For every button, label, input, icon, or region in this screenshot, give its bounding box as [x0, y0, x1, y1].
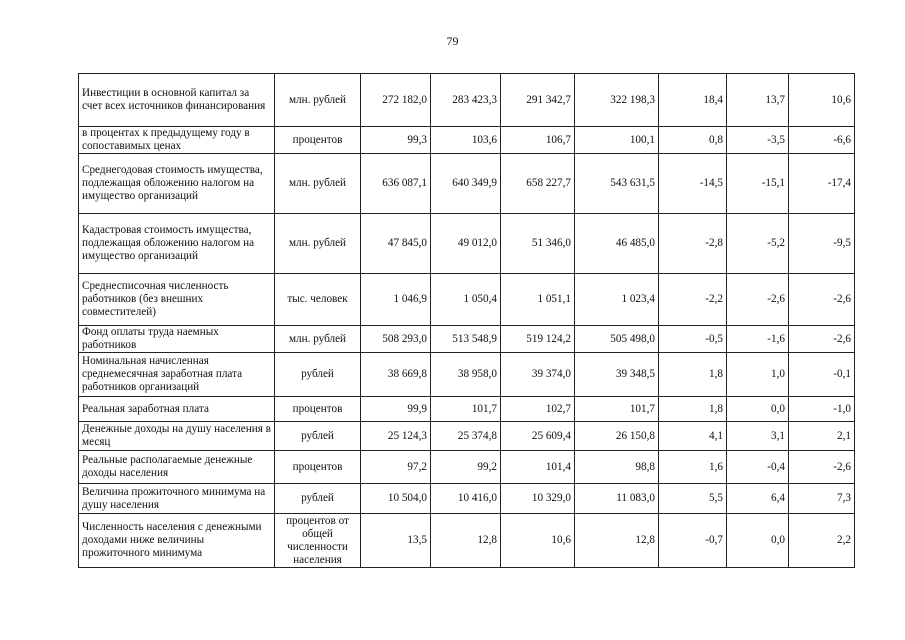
unit-cell: млн. рублей	[275, 214, 361, 274]
table-row	[79, 422, 855, 451]
table-row	[79, 451, 855, 484]
value-cell: 1 051,1	[501, 274, 575, 326]
value-cell: 46 485,0	[575, 214, 659, 274]
value-cell: 1,8	[659, 397, 727, 422]
value-cell: 3,1	[727, 422, 789, 451]
value-cell: 18,4	[659, 74, 727, 127]
table-row	[79, 274, 855, 326]
value-cell: 13,7	[727, 74, 789, 127]
indicator-cell: Номинальная начисленная среднемесячная заработная плата работников организаций	[79, 353, 275, 397]
value-cell: 6,4	[727, 484, 789, 514]
value-cell: 1 050,4	[431, 274, 501, 326]
value-cell: 1,8	[659, 353, 727, 397]
unit-cell: процентов от общей численности населения	[275, 514, 361, 568]
value-cell: 0,0	[727, 514, 789, 568]
value-cell: 0,0	[727, 397, 789, 422]
indicator-cell: Реальная заработная плата	[79, 397, 275, 422]
value-cell: -1,6	[727, 326, 789, 353]
value-cell: -0,5	[659, 326, 727, 353]
indicator-cell: Численность населения с денежными доходами ниже величины прожиточного минимума	[79, 514, 275, 568]
value-cell: 1 023,4	[575, 274, 659, 326]
value-cell: 636 087,1	[361, 154, 431, 214]
value-cell: 10 329,0	[501, 484, 575, 514]
indicator-cell: Среднесписочная численность работников (без внешних совместителей)	[79, 274, 275, 326]
unit-cell: процентов	[275, 127, 361, 154]
unit-cell: рублей	[275, 353, 361, 397]
value-cell: -2,6	[789, 326, 855, 353]
value-cell: 98,8	[575, 451, 659, 484]
value-cell: 2,2	[789, 514, 855, 568]
unit-cell: рублей	[275, 484, 361, 514]
value-cell: -3,5	[727, 127, 789, 154]
indicator-cell: Фонд оплаты труда наемных работников	[79, 326, 275, 353]
value-cell: 658 227,7	[501, 154, 575, 214]
value-cell: 25 609,4	[501, 422, 575, 451]
value-cell: -5,2	[727, 214, 789, 274]
value-cell: 38 958,0	[431, 353, 501, 397]
value-cell: 10 504,0	[361, 484, 431, 514]
value-cell: 102,7	[501, 397, 575, 422]
indicator-cell: Денежные доходы на душу населения в месяц	[79, 422, 275, 451]
table-row	[79, 353, 855, 397]
value-cell: -0,7	[659, 514, 727, 568]
table-row	[79, 74, 855, 127]
value-cell: 49 012,0	[431, 214, 501, 274]
indicator-cell: Реальные располагаемые денежные доходы населения	[79, 451, 275, 484]
value-cell: 12,8	[431, 514, 501, 568]
value-cell: 25 374,8	[431, 422, 501, 451]
table-row	[79, 397, 855, 422]
page-number: 79	[446, 34, 459, 48]
value-cell: 106,7	[501, 127, 575, 154]
value-cell: 1 046,9	[361, 274, 431, 326]
table-row	[79, 484, 855, 514]
indicator-cell: Инвестиции в основной капитал за счет всех источников финансирования	[79, 74, 275, 127]
indicator-cell: Кадастровая стоимость имущества, подлежащая обложению налогом на имущество организаций	[79, 214, 275, 274]
value-cell: 101,7	[431, 397, 501, 422]
value-cell: 283 423,3	[431, 74, 501, 127]
indicator-cell: Среднегодовая стоимость имущества, подлежащая обложению налогом на имущество организаций	[79, 154, 275, 214]
value-cell: -1,0	[789, 397, 855, 422]
value-cell: 2,1	[789, 422, 855, 451]
value-cell: 47 845,0	[361, 214, 431, 274]
unit-cell: процентов	[275, 397, 361, 422]
value-cell: 99,3	[361, 127, 431, 154]
value-cell: 505 498,0	[575, 326, 659, 353]
value-cell: 640 349,9	[431, 154, 501, 214]
unit-cell: млн. рублей	[275, 74, 361, 127]
value-cell: -0,1	[789, 353, 855, 397]
table-row	[79, 326, 855, 353]
value-cell: 11 083,0	[575, 484, 659, 514]
value-cell: -2,6	[789, 274, 855, 326]
value-cell: -2,2	[659, 274, 727, 326]
value-cell: 101,4	[501, 451, 575, 484]
value-cell: 39 374,0	[501, 353, 575, 397]
value-cell: 508 293,0	[361, 326, 431, 353]
value-cell: 39 348,5	[575, 353, 659, 397]
value-cell: -17,4	[789, 154, 855, 214]
statistics-table	[78, 73, 855, 568]
value-cell: -2,6	[789, 451, 855, 484]
value-cell: 38 669,8	[361, 353, 431, 397]
value-cell: -14,5	[659, 154, 727, 214]
value-cell: 26 150,8	[575, 422, 659, 451]
value-cell: 99,9	[361, 397, 431, 422]
table-row	[79, 514, 855, 568]
unit-cell: процентов	[275, 451, 361, 484]
table-row	[79, 214, 855, 274]
table-row	[79, 154, 855, 214]
value-cell: 543 631,5	[575, 154, 659, 214]
value-cell: 101,7	[575, 397, 659, 422]
indicator-cell: в процентах к предыдущему году в сопоставимых ценах	[79, 127, 275, 154]
value-cell: 0,8	[659, 127, 727, 154]
indicator-cell: Величина прожиточного минимума на душу населения	[79, 484, 275, 514]
value-cell: 4,1	[659, 422, 727, 451]
value-cell: 10,6	[501, 514, 575, 568]
table-row	[79, 127, 855, 154]
value-cell: 12,8	[575, 514, 659, 568]
value-cell: -9,5	[789, 214, 855, 274]
value-cell: 513 548,9	[431, 326, 501, 353]
value-cell: 103,6	[431, 127, 501, 154]
value-cell: 7,3	[789, 484, 855, 514]
value-cell: 100,1	[575, 127, 659, 154]
value-cell: 25 124,3	[361, 422, 431, 451]
unit-cell: млн. рублей	[275, 154, 361, 214]
value-cell: 10 416,0	[431, 484, 501, 514]
value-cell: 13,5	[361, 514, 431, 568]
value-cell: 5,5	[659, 484, 727, 514]
unit-cell: рублей	[275, 422, 361, 451]
value-cell: 272 182,0	[361, 74, 431, 127]
value-cell: -6,6	[789, 127, 855, 154]
value-cell: 322 198,3	[575, 74, 659, 127]
unit-cell: тыс. человек	[275, 274, 361, 326]
value-cell: 97,2	[361, 451, 431, 484]
value-cell: 291 342,7	[501, 74, 575, 127]
value-cell: 51 346,0	[501, 214, 575, 274]
value-cell: 10,6	[789, 74, 855, 127]
value-cell: 99,2	[431, 451, 501, 484]
value-cell: -0,4	[727, 451, 789, 484]
unit-cell: млн. рублей	[275, 326, 361, 353]
value-cell: 1,0	[727, 353, 789, 397]
value-cell: 1,6	[659, 451, 727, 484]
value-cell: 519 124,2	[501, 326, 575, 353]
value-cell: -2,8	[659, 214, 727, 274]
value-cell: -15,1	[727, 154, 789, 214]
value-cell: -2,6	[727, 274, 789, 326]
